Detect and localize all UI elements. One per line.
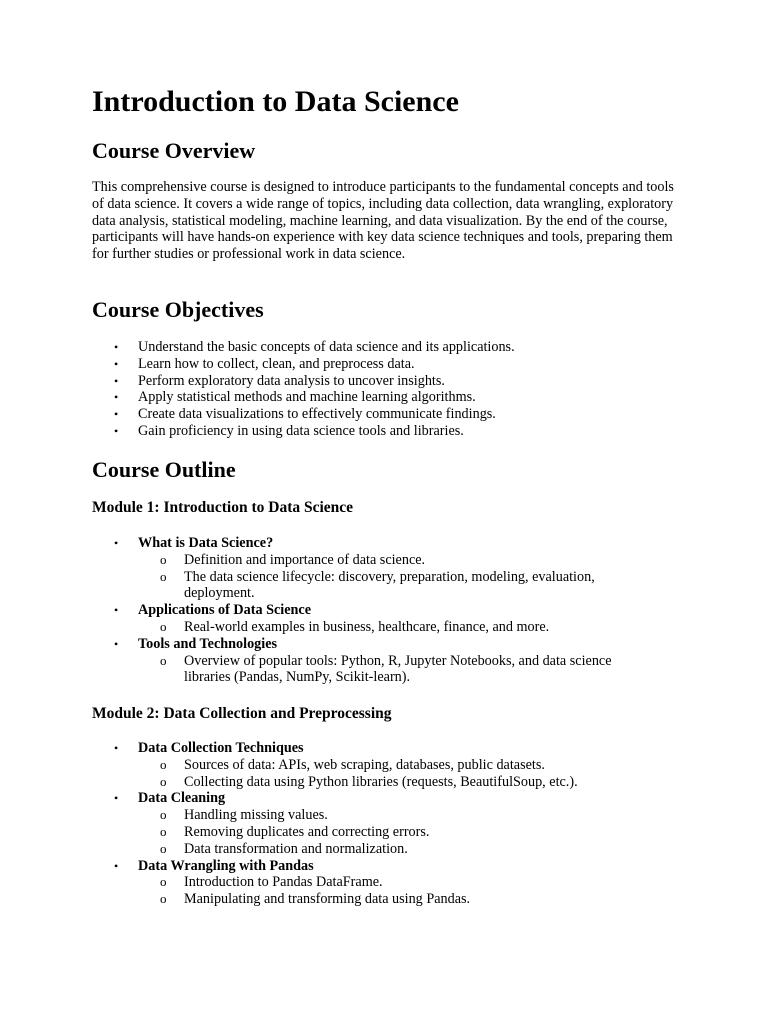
subtopic-item: o Collecting data using Python libraries (requests, BeautifulSoup, etc.). bbox=[160, 773, 578, 790]
module-2-title: Module 2: Data Collection and Preprocessing bbox=[92, 705, 392, 722]
subtopic-item: o Real-world examples in business, healthcare, finance, and more. bbox=[160, 618, 550, 635]
circle-bullet-icon: o bbox=[160, 551, 167, 567]
subtopic-item: o Introduction to Pandas DataFrame. bbox=[160, 874, 383, 891]
subtopic-list bbox=[138, 552, 682, 602]
subtopic-list bbox=[138, 653, 682, 687]
list-item: • Perform exploratory data analysis to uncover insights. bbox=[114, 372, 445, 389]
list-item: • Learn how to collect, clean, and preprocess data. bbox=[114, 355, 415, 372]
module-1-title: Module 1: Introduction to Data Science bbox=[92, 499, 354, 516]
circle-bullet-icon: o bbox=[160, 756, 167, 772]
subtopic-item: o Removing duplicates and correcting errors. bbox=[160, 823, 430, 840]
bullet-icon: • bbox=[114, 741, 119, 755]
objectives-list bbox=[92, 339, 682, 440]
page-title: Introduction to Data Science bbox=[92, 85, 459, 118]
topic-title: What is Data Science? bbox=[138, 535, 274, 551]
topic-title: Applications of Data Science bbox=[138, 602, 312, 619]
bullet-icon: • bbox=[114, 636, 119, 651]
circle-bullet-icon: o bbox=[160, 773, 167, 789]
module-1-topics bbox=[92, 535, 682, 686]
circle-bullet-icon: o bbox=[160, 823, 167, 839]
topic-title: Data Cleaning bbox=[138, 790, 226, 807]
bullet-icon: • bbox=[114, 791, 119, 806]
outline-heading: Course Outline bbox=[92, 457, 236, 482]
list-item: • Create data visualizations to effectively communicate findings. bbox=[114, 406, 496, 423]
bullet-icon: • bbox=[114, 390, 119, 405]
topic-title: Data Wrangling with Pandas bbox=[138, 857, 314, 874]
overview-paragraph: This comprehensive course is designed to introduce participants to the fundamental concepts and tools of data science. It covers a wide range of topics, including data collection, data wrangling, exploratory data analysis, statistical modeling, machine learning, and data visualization. By the end of the course, participants will have hands-on experience with key data science techniques and tools, preparing them for further studies or professional work in data science. bbox=[92, 179, 674, 263]
bullet-icon: • bbox=[114, 536, 119, 550]
subtopic-item: o Manipulating and transforming data using Pandas. bbox=[160, 891, 471, 908]
bullet-icon: • bbox=[114, 340, 119, 354]
circle-bullet-icon: o bbox=[160, 807, 167, 823]
circle-bullet-icon: o bbox=[160, 891, 167, 907]
subtopic-item: o The data science lifecycle: discovery, preparation, modeling, evaluation, deployment. bbox=[160, 568, 595, 602]
circle-bullet-icon: o bbox=[160, 618, 167, 634]
list-item: • Understand the basic concepts of data science and its applications. bbox=[114, 339, 515, 355]
objectives-heading: Course Objectives bbox=[92, 297, 264, 322]
bullet-icon: • bbox=[114, 603, 119, 618]
topic-item bbox=[92, 535, 682, 602]
subtopic-list bbox=[138, 874, 682, 908]
module-2-topics bbox=[92, 740, 682, 908]
circle-bullet-icon: o bbox=[160, 840, 167, 856]
subtopic-item: o Overview of popular tools: Python, R, Jupyter Notebooks, and data science libraries (Pandas, NumPy, Scikit-learn). bbox=[160, 652, 612, 686]
subtopic-list bbox=[138, 619, 682, 636]
topic-title: Data Collection Techniques bbox=[138, 740, 304, 756]
bullet-icon: • bbox=[114, 373, 119, 388]
subtopic-item: o Sources of data: APIs, web scraping, databases, public datasets. bbox=[160, 756, 545, 773]
circle-bullet-icon: o bbox=[160, 568, 167, 584]
bullet-icon: • bbox=[114, 423, 119, 438]
circle-bullet-icon: o bbox=[160, 652, 167, 668]
subtopic-list bbox=[138, 807, 682, 857]
subtopic-item: o Definition and importance of data science. bbox=[160, 551, 426, 568]
bullet-icon: • bbox=[114, 407, 119, 422]
topic-item bbox=[92, 858, 682, 908]
topic-item bbox=[92, 636, 682, 686]
list-item: • Apply statistical methods and machine learning algorithms. bbox=[114, 389, 476, 406]
subtopic-list bbox=[138, 757, 682, 791]
subtopic-item: o Handling missing values. bbox=[160, 807, 328, 824]
topic-title: Tools and Technologies bbox=[138, 635, 278, 652]
topic-item bbox=[92, 602, 682, 636]
topic-item bbox=[92, 740, 682, 790]
overview-heading: Course Overview bbox=[92, 138, 256, 163]
subtopic-item: o Data transformation and normalization. bbox=[160, 840, 408, 857]
list-item: • Gain proficiency in using data science tools and libraries. bbox=[114, 422, 464, 439]
bullet-icon: • bbox=[114, 858, 119, 873]
bullet-icon: • bbox=[114, 356, 119, 371]
circle-bullet-icon: o bbox=[160, 874, 167, 890]
topic-item bbox=[92, 790, 682, 857]
